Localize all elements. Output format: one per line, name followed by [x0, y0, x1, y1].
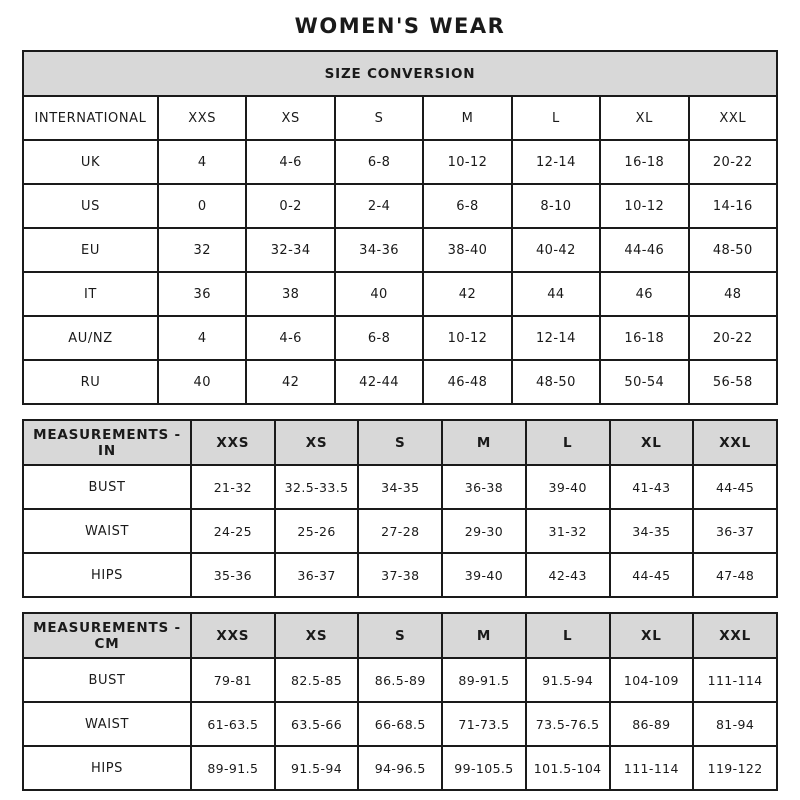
value-cell: 44-46	[600, 228, 688, 272]
value-cell: 44-45	[693, 465, 777, 509]
row-label-cell: WAIST	[23, 702, 191, 746]
value-cell: 6-8	[423, 184, 511, 228]
value-cell: 61-63.5	[191, 702, 275, 746]
row-label-cell: US	[23, 184, 158, 228]
value-cell: 111-114	[610, 746, 694, 790]
value-cell: 10-12	[423, 140, 511, 184]
measurements-cm-table	[22, 612, 778, 791]
row-label-cell: IT	[23, 272, 158, 316]
value-cell: 37-38	[358, 553, 442, 597]
value-cell: 31-32	[526, 509, 610, 553]
row-label-cell: AU/NZ	[23, 316, 158, 360]
value-cell: 39-40	[526, 465, 610, 509]
value-cell: 73.5-76.5	[526, 702, 610, 746]
value-cell: 46	[600, 272, 688, 316]
value-cell: 89-91.5	[442, 658, 526, 702]
value-cell: 0-2	[246, 184, 334, 228]
value-cell: 42-44	[335, 360, 423, 404]
value-cell: 10-12	[423, 316, 511, 360]
value-cell: 91.5-94	[275, 746, 359, 790]
value-cell: 66-68.5	[358, 702, 442, 746]
size-header-cell: M	[442, 420, 526, 465]
column-header-cell: XXS	[158, 96, 246, 140]
value-cell: 2-4	[335, 184, 423, 228]
value-cell: 27-28	[358, 509, 442, 553]
value-cell: 94-96.5	[358, 746, 442, 790]
value-cell: 40-42	[512, 228, 600, 272]
value-cell: 44	[512, 272, 600, 316]
value-cell: 4-6	[246, 316, 334, 360]
row-label-cell: WAIST	[23, 509, 191, 553]
table-row	[23, 140, 777, 184]
value-cell: 41-43	[610, 465, 694, 509]
size-conversion-body	[23, 51, 777, 404]
value-cell: 40	[335, 272, 423, 316]
value-cell: 24-25	[191, 509, 275, 553]
size-chart-page	[22, 0, 778, 791]
table-row	[23, 746, 777, 790]
size-header-cell: XL	[610, 613, 694, 658]
size-header-cell: S	[358, 613, 442, 658]
row-label-cell: BUST	[23, 658, 191, 702]
value-cell: 12-14	[512, 316, 600, 360]
size-header-cell: L	[526, 613, 610, 658]
column-header-cell: L	[512, 96, 600, 140]
table-row	[23, 272, 777, 316]
value-cell: 36-37	[693, 509, 777, 553]
size-header-cell: XL	[610, 420, 694, 465]
value-cell: 50-54	[600, 360, 688, 404]
value-cell: 119-122	[693, 746, 777, 790]
value-cell: 81-94	[693, 702, 777, 746]
measurements-in-table	[22, 419, 778, 598]
measurements-cm-body	[23, 613, 777, 790]
size-header-cell: XS	[275, 613, 359, 658]
table-row	[23, 184, 777, 228]
value-cell: 48-50	[512, 360, 600, 404]
size-conversion-header: SIZE CONVERSION	[23, 51, 777, 96]
value-cell: 89-91.5	[191, 746, 275, 790]
value-cell: 111-114	[693, 658, 777, 702]
value-cell: 79-81	[191, 658, 275, 702]
table-row	[23, 465, 777, 509]
value-cell: 32-34	[246, 228, 334, 272]
value-cell: 32.5-33.5	[275, 465, 359, 509]
measurements-in-body	[23, 420, 777, 597]
measurements-in-table-header: MEASUREMENTS - IN	[23, 420, 191, 465]
column-header-cell: XXL	[689, 96, 777, 140]
row-label-cell: BUST	[23, 465, 191, 509]
size-header-cell: XXL	[693, 613, 777, 658]
value-cell: 16-18	[600, 316, 688, 360]
measurements-cm-table-header-row	[23, 613, 777, 658]
page-title: WOMEN'S WEAR	[294, 14, 506, 38]
value-cell: 34-35	[358, 465, 442, 509]
table-row	[23, 228, 777, 272]
row-label-cell: HIPS	[23, 553, 191, 597]
value-cell: 39-40	[442, 553, 526, 597]
size-header-cell: XXS	[191, 420, 275, 465]
value-cell: 4	[158, 316, 246, 360]
size-header-cell: XS	[275, 420, 359, 465]
measurements-in-table-header-row	[23, 420, 777, 465]
value-cell: 16-18	[600, 140, 688, 184]
row-label-cell: RU	[23, 360, 158, 404]
value-cell: 25-26	[275, 509, 359, 553]
value-cell: 42-43	[526, 553, 610, 597]
value-cell: 38-40	[423, 228, 511, 272]
value-cell: 6-8	[335, 316, 423, 360]
value-cell: 99-105.5	[442, 746, 526, 790]
size-header-cell: XXS	[191, 613, 275, 658]
value-cell: 12-14	[512, 140, 600, 184]
value-cell: 8-10	[512, 184, 600, 228]
value-cell: 34-36	[335, 228, 423, 272]
value-cell: 14-16	[689, 184, 777, 228]
column-header-cell: XS	[246, 96, 334, 140]
value-cell: 38	[246, 272, 334, 316]
column-header-cell: XL	[600, 96, 688, 140]
table-row	[23, 316, 777, 360]
measurements-cm-table-header: MEASUREMENTS - CM	[23, 613, 191, 658]
size-header-cell: XXL	[693, 420, 777, 465]
value-cell: 35-36	[191, 553, 275, 597]
row-label-cell: HIPS	[23, 746, 191, 790]
value-cell: 36-37	[275, 553, 359, 597]
size-conversion-banner-row	[23, 51, 777, 96]
value-cell: 48-50	[689, 228, 777, 272]
table-row	[23, 509, 777, 553]
value-cell: 71-73.5	[442, 702, 526, 746]
value-cell: 63.5-66	[275, 702, 359, 746]
value-cell: 48	[689, 272, 777, 316]
value-cell: 34-35	[610, 509, 694, 553]
value-cell: 56-58	[689, 360, 777, 404]
table-row	[23, 658, 777, 702]
size-header-cell: L	[526, 420, 610, 465]
value-cell: 42	[423, 272, 511, 316]
size-conversion-columns-row	[23, 96, 777, 140]
value-cell: 86-89	[610, 702, 694, 746]
value-cell: 0	[158, 184, 246, 228]
value-cell: 20-22	[689, 140, 777, 184]
table-row	[23, 553, 777, 597]
value-cell: 21-32	[191, 465, 275, 509]
value-cell: 4-6	[246, 140, 334, 184]
value-cell: 40	[158, 360, 246, 404]
value-cell: 101.5-104	[526, 746, 610, 790]
value-cell: 82.5-85	[275, 658, 359, 702]
size-header-cell: M	[442, 613, 526, 658]
table-row	[23, 360, 777, 404]
value-cell: 29-30	[442, 509, 526, 553]
size-header-cell: S	[358, 420, 442, 465]
value-cell: 42	[246, 360, 334, 404]
column-header-cell: M	[423, 96, 511, 140]
value-cell: 47-48	[693, 553, 777, 597]
column-header-cell: S	[335, 96, 423, 140]
value-cell: 91.5-94	[526, 658, 610, 702]
value-cell: 104-109	[610, 658, 694, 702]
row-label-cell: UK	[23, 140, 158, 184]
size-conversion-table	[22, 50, 778, 405]
value-cell: 4	[158, 140, 246, 184]
value-cell: 20-22	[689, 316, 777, 360]
row-label-cell: EU	[23, 228, 158, 272]
column-header-cell: INTERNATIONAL	[23, 96, 158, 140]
value-cell: 36	[158, 272, 246, 316]
value-cell: 10-12	[600, 184, 688, 228]
value-cell: 86.5-89	[358, 658, 442, 702]
value-cell: 44-45	[610, 553, 694, 597]
value-cell: 36-38	[442, 465, 526, 509]
value-cell: 6-8	[335, 140, 423, 184]
value-cell: 46-48	[423, 360, 511, 404]
value-cell: 32	[158, 228, 246, 272]
table-row	[23, 702, 777, 746]
